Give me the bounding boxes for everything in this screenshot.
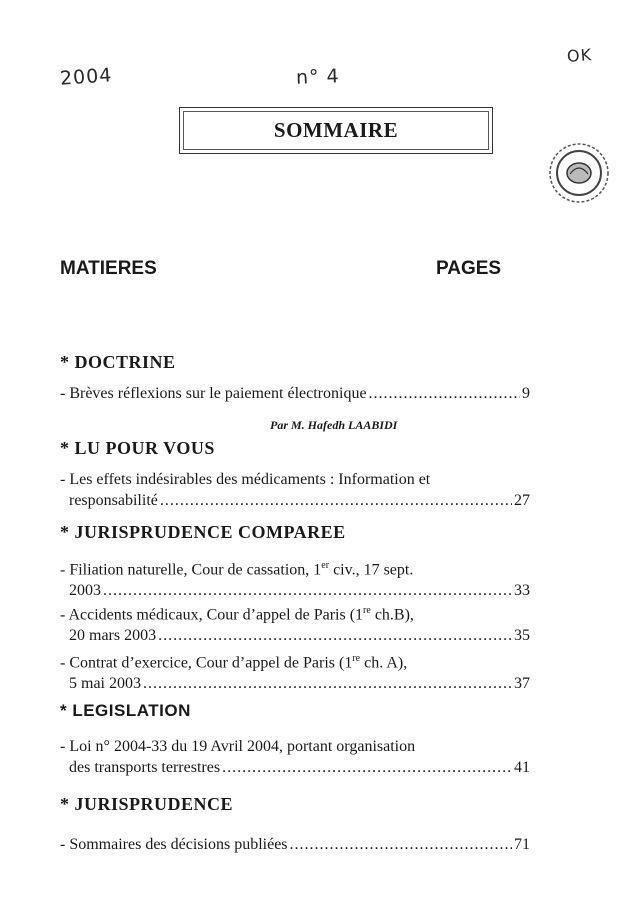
toc-entry [60,555,530,601]
library-stamp-icon [546,140,612,206]
dot-leader [103,580,512,601]
column-header-matieres: MATIERES [60,258,157,279]
toc-entry-title-line2: des transports terrestres [69,759,221,776]
toc-entry-page: 27 [514,492,530,509]
section-heading-legislation: * LEGISLATION [60,701,191,720]
title-box [179,107,493,154]
toc-entry-title-line2: 2003 [69,582,101,600]
dot-leader [369,383,520,404]
dot-leader [143,673,512,694]
toc-entry [60,383,530,404]
toc-entry-page: 41 [514,759,530,776]
handwritten-year: 2004 [59,64,114,90]
title-part: ch. A), [360,654,408,672]
toc-entry-title-line2: responsabilité [69,492,158,509]
toc-entry-page: 71 [514,836,530,853]
ordinal-superscript: er [321,560,330,571]
title-box-inner [183,111,489,150]
toc-entry-title: - Sommaires des décisions publiées [60,836,288,853]
toc-entry-title-line1 [60,600,530,625]
section-heading-jurisprudence: * JURISPRUDENCE [60,794,234,814]
section-heading-lu-pour-vous: * LU POUR VOUS [60,438,215,458]
toc-entry-title-line2: 5 mai 2003 [69,675,141,693]
title-part: - Filiation naturelle, Cour de cassation, 1 [60,561,322,579]
dot-leader [290,834,512,855]
toc-entry-title-line1: - Les effets indésirables des médicaments : Information et [60,471,431,488]
column-header-pages: PAGES [436,258,502,279]
title-part: - Contrat d’exercice, Cour d’appel de Paris (1 [60,654,353,672]
section-heading-doctrine: * DOCTRINE [60,352,176,372]
toc-entry-page: 33 [514,582,530,600]
title-part: - Accidents médicaux, Cour d’appel de Paris (1 [60,606,364,624]
toc-entry-title-line1 [60,555,530,580]
toc-entry-page: 37 [514,675,530,693]
toc-entry [60,834,530,855]
toc-entry-page: 9 [522,385,530,402]
title-part: civ., 17 sept. [329,561,414,579]
handwritten-ok-mark: OK [566,45,593,66]
author-credit: Par M. Hafedh LAABIDI [270,418,398,432]
ordinal-superscript: re [363,605,371,616]
dot-leader [222,757,512,778]
page-title: SOMMAIRE [273,118,399,142]
toc-entry-title-line1: - Loi n° 2004-33 du 19 Avril 2004, portant organisation [60,738,416,755]
dot-leader [160,490,512,511]
toc-entry-title-line2: 20 mars 2003 [69,627,157,645]
toc-entry [60,648,530,694]
section-heading-jurisprudence-comparee: * JURISPRUDENCE COMPAREE [60,522,346,542]
toc-entry [60,600,530,646]
toc-entry-page: 35 [514,627,530,645]
handwritten-issue-number: n° 4 [295,65,341,89]
title-part: ch.B), [370,606,414,624]
toc-entry [60,469,530,511]
dot-leader [158,625,512,646]
toc-entry-title-line1 [60,648,530,673]
ordinal-superscript: re [352,653,361,664]
toc-entry-title: - Brèves réflexions sur le paiement électronique [60,385,367,402]
toc-entry [60,736,530,778]
